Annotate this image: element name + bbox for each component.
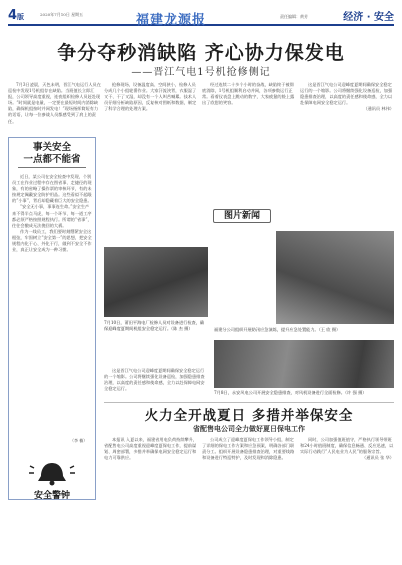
news-photo-c [214, 340, 394, 388]
article1-subheadline: ——晋江气电1号机抢修侧记 [131, 67, 271, 78]
sidebar-body [12, 174, 92, 440]
sidebar-logo-caption: 安全警钟 [33, 491, 70, 501]
news-photo-b [276, 231, 394, 324]
editor-info: 责任编辑：黄芳 [280, 14, 308, 19]
article2-paragraph: 公司成立了迎峰度夏保电工作领导小组，制定了详细的保电工作方案和应急预案，明确各部门职责分工。组织开展设备隐患排查治理，对重要线路和设备进行特巡特护，及时发现和消除隐患。 [202, 437, 295, 461]
issue-date: 2020年7月10日 星期五 [40, 12, 84, 17]
photo-caption-b: 福建分公司组织开展防汛应急演练，提升应急处置能力。（王 欣 摄） [214, 327, 341, 332]
divider [104, 402, 394, 403]
article2-col2 [202, 437, 296, 561]
alarm-bell-icon [26, 460, 78, 486]
page-number: 4版 [8, 8, 25, 23]
article1-paragraph: 抢修现场，设备温度高、空间狭小，检修人员分成几个小组轮番作业。大家汗流浃背，衣服湿了又干、干了又湿，却没有一个人叫苦喊累。技术人员仔细分析缺陷原因，反复核对图纸和数据，制定了科学合理的处理方案。 [104, 82, 197, 112]
article2-paragraph: 本报讯 入夏以来，福建省用电负荷持续攀升，省配售电公司高度重视迎峰度夏保电工作，提前谋划、周密部署，多措并举确保电网安全稳定运行和电力可靠供应。 [104, 437, 198, 461]
article2-paragraph: 同时，公司加强值班值守，严格执行领导带班和24小时值班制度，确保信息畅通、反应迅速，以实际行动践行“人民电业为人民”的服务宗旨。 [300, 437, 394, 455]
photo-news-banner: 图片新闻 [213, 209, 271, 223]
article1-headline: 争分夺秒消缺陷 齐心协力保发电 [57, 42, 345, 64]
news-photo-a [104, 247, 208, 317]
article1-col1 [8, 82, 102, 134]
photo-caption-c: 7月8日，永安风电公司开展安全隐患排查，对风机设备进行全面检修。（许 强 摄） [214, 390, 367, 395]
section-title: 经济 · 安全 [343, 12, 394, 23]
article1-col4 [300, 82, 394, 202]
sidebar-paragraph: 作为一线员工，我们要时刻绷紧安全这根弦，牢固树立“安全第一”的思想，把安全规程内化于心、外化于行，做到不安全不作业，真正让安全成为一种习惯。 [12, 228, 92, 253]
divider [18, 167, 86, 168]
masthead: 福建龙源报 [136, 13, 207, 28]
page-header [8, 8, 394, 26]
article1-paragraph: 经过连续二十多个小时的奋战，缺陷终于被彻底消除，1号机组顺利启动并网，各项参数运行正常。看着仪表盘上跳动的数字，大家疲惫的脸上露出了欣慰的笑容。 [202, 82, 295, 106]
article2-col1 [104, 437, 198, 561]
article2-headline: 火力全开战夏日 多措并举保安全 [144, 408, 354, 424]
article2-subheadline: 省配售电公司全力做好夏日保电工作 [193, 425, 305, 433]
sidebar-signature: （李 楠） [70, 438, 88, 443]
sidebar-paragraph: “安全无小事，事事连生命。”安全生产来不得半点马虎，每一个环节、每一道工序都必须严格按照规程执行。所谓的“省事”，往往会酿成无法挽回的大祸。 [12, 204, 92, 228]
article1-paragraph: 7月3日凌晨，天色未明，晋江气电运行人员在巡检中发现1号机组存在缺陷。当班值长立即汇报，公司领导高度重视，连夜组织检修人员赶赴现场。“时间就是电量，一定要在最短时间内消除缺陷，确保机组按时并网发电！”现场指挥简短有力的话语，让每一位参战人员都感受到了肩上的责任。 [8, 82, 101, 124]
photo-caption-a: 7月10日，莆田平海电厂检修人员对设备进行检查，确保迎峰度夏期间机组安全稳定运行。（陈 杰 摄） [104, 320, 205, 331]
article1-byline: （通讯员 林伟） [363, 106, 394, 112]
article1-paragraph: 这是晋江气电公司迎峰度夏期间确保安全稳定运行的一个缩影。公司将继续强化设备巡检，加强隐患排查治理，以高度的责任感和使命感，全力以赴保障电网安全稳定运行。 [300, 82, 393, 106]
article1-continued [104, 368, 208, 400]
article2-byline: （通讯员 张 华） [362, 455, 394, 461]
sidebar-paragraph: 近日，某公司在安全检查中发现，个别员工在作业过程中存在图省事、走捷径的现象，有的省略了操作票的审核环节，有的未按规定佩戴安全防护用品。这些看似不起眼的“小事”，背后却隐藏着巨大的安全隐患。 [12, 174, 92, 204]
sidebar-title: 事关安全 一点都不能省 [23, 142, 81, 165]
article2-col3 [300, 437, 394, 561]
article1-paragraph: 这是晋江气电公司迎峰度夏期间确保安全稳定运行的一个缩影。公司将继续强化设备巡检，加强隐患排查治理，以高度的责任感和使命感，全力以赴保障电网安全稳定运行。 [104, 368, 205, 392]
article1-col3 [202, 82, 296, 202]
article1-col2 [104, 82, 198, 242]
